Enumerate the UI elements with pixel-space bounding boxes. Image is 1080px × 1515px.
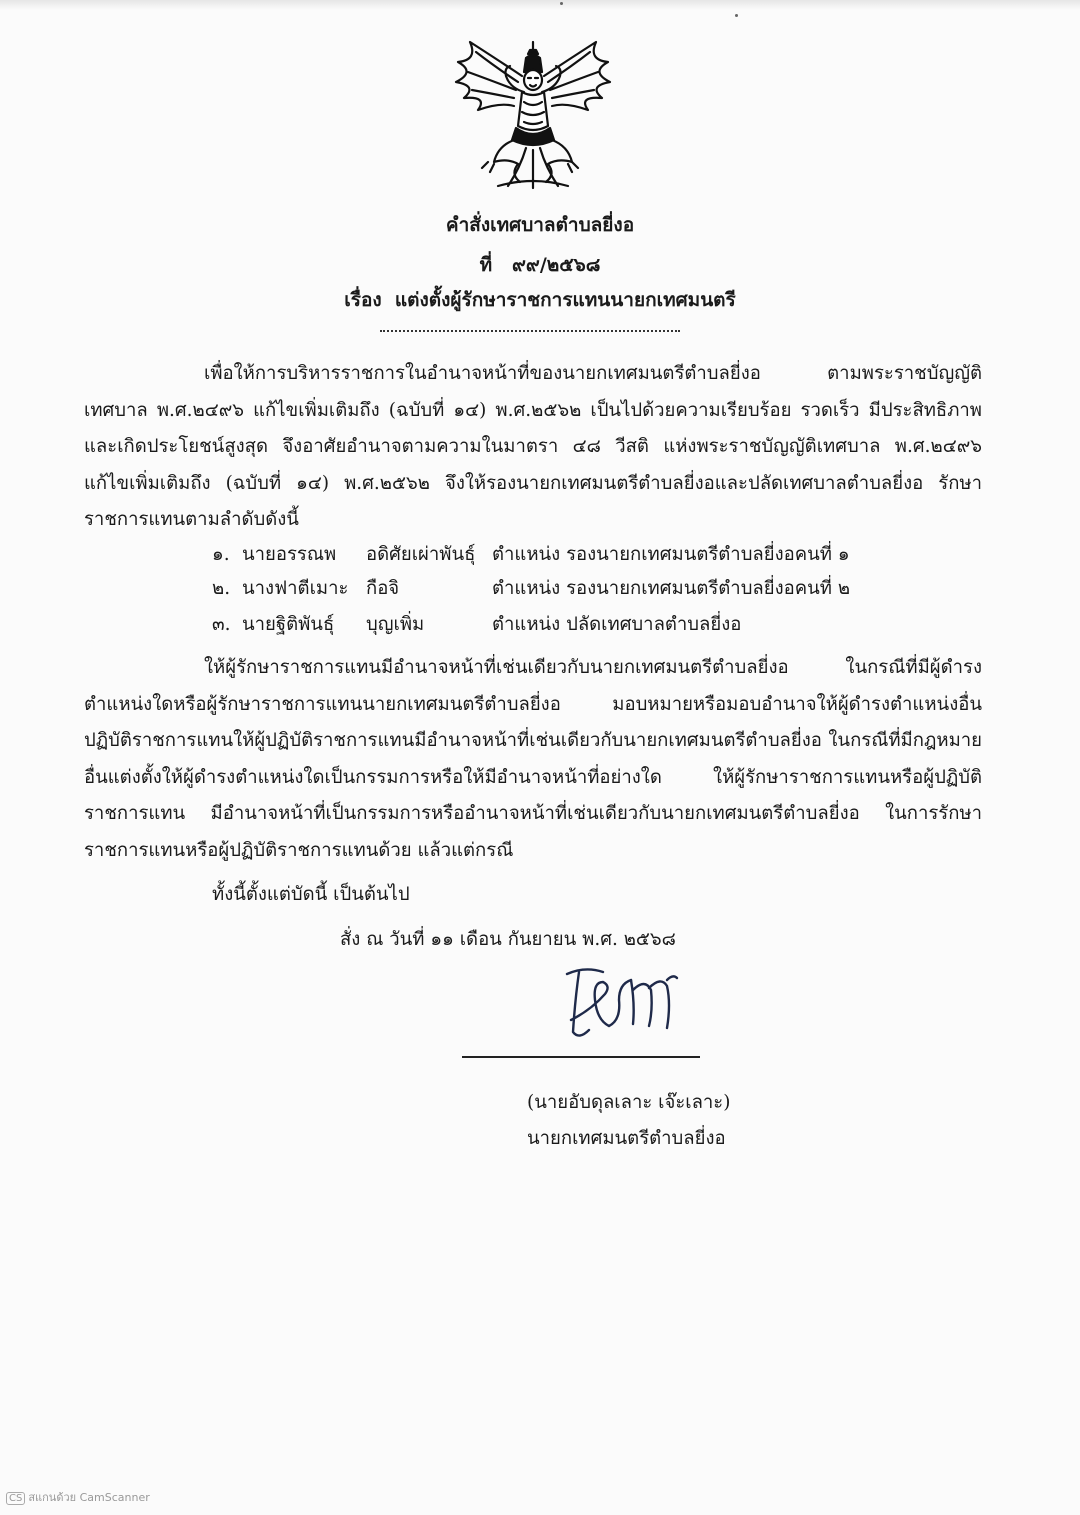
appointee-surname: อดิศัยเผ่าพันธุ์ [366, 544, 476, 565]
signer-title: นายกเทศมนตรีตำบลยี่งอ [527, 1128, 726, 1149]
appointee-position: ตำแหน่ง ปลัดเทศบาลตำบลยี่งอ [492, 614, 742, 635]
order-number-label: ที่ [479, 254, 493, 276]
scan-top-edge [0, 0, 1080, 10]
scanner-watermark [6, 1488, 150, 1506]
order-subject: แต่งตั้งผู้รักษาราชการแทนนายกเทศมนตรี [394, 289, 736, 311]
appointee-row [212, 610, 972, 640]
order-subject-line [0, 285, 1080, 315]
order-number-line [0, 250, 1080, 280]
handwritten-signature-icon [545, 960, 695, 1050]
dotted-separator [380, 316, 680, 332]
scanner-watermark-text: สแกนด้วย CamScanner [28, 1491, 150, 1504]
scan-speck [735, 14, 738, 17]
appointee-position: ตำแหน่ง รองนายกเทศมนตรีตำบลยี่งอคนที่ ๑ [492, 544, 850, 565]
appointee-row [212, 540, 972, 570]
order-title: คำสั่งเทศบาลตำบลยี่งอ [445, 214, 635, 236]
camscanner-logo-icon: CS [6, 1492, 25, 1505]
appointee-number: ๑. [212, 544, 230, 565]
appointee-surname: กือจิ [366, 578, 400, 599]
garuda-emblem-icon [448, 36, 618, 196]
appointee-row [212, 574, 972, 604]
appointee-number: ๒. [212, 578, 231, 599]
appointee-surname: บุญเพิ่ม [366, 614, 425, 635]
signed-date: สั่ง ณ วันที่ ๑๑ เดือน กันยายน พ.ศ. ๒๕๖๘ [340, 929, 676, 950]
signature-line [462, 1056, 700, 1058]
signer-name: (นายอับดุลเลาะ เจ๊ะเลาะ) [527, 1092, 731, 1113]
appointee-name: นายฐิติพันธุ์ [242, 614, 335, 635]
appointee-name: นายอรรณพ [242, 544, 337, 565]
order-number: ๙๙/๒๕๖๘ [511, 254, 601, 276]
body-paragraph-2: ให้ผู้รักษาราชการแทนมีอำนาจหน้าที่เช่นเดียวกับนายกเทศมนตรีตำบลยี่งอ ในกรณีที่มีผู้ดำรงตำแหน่งใดหรือผู้รักษาราชการแทนนายกเทศมนตรีตำบลยี่งอ มอบหมายหรือมอบอำนาจให้ผู้ดำรงตำแหน่งอื่นปฏิบัติราชการแทนให้ผู้ปฏิบัติราชการแทนมีอำนาจหน้าที่เช่นเดียวกับนายกเทศมนตรีตำบลยี่งอ ในกรณีที่มีกฎหมายอื่นแต่งตั้งให้ผู้ดำรงตำแหน่งใดเป็นกรรมการหรือให้มีอำนาจหน้าที่อย่างใด ให้ผู้รักษาราชการแทนหรือผู้ปฏิบัติราชการแทน มีอำนาจหน้าที่เป็นกรรมการหรืออำนาจหน้าที่เช่นเดียวกับนายกเทศมนตรีตำบลยี่งอ ในการรักษาราชการแทนหรือผู้ปฏิบัติราชการแทนด้วย แล้วแต่กรณี [84, 657, 982, 861]
appointee-name: นางฟาตีเมาะ [242, 578, 349, 599]
order-subject-label: เรื่อง [344, 289, 382, 311]
body-paragraph-1: เพื่อให้การบริหารราชการในอำนาจหน้าที่ของนายกเทศมนตรีตำบลยี่งอ ตามพระราชบัญญัติเทศบาล พ.ศ.๒๔๙๖ แก้ไขเพิ่มเติมถึง (ฉบับที่ ๑๔) พ.ศ.๒๕๖๒ เป็นไปด้วยความเรียบร้อย รวดเร็ว มีประสิทธิภาพและเกิดประโยชน์สูงสุด จึงอาศัยอำนาจตามความในมาตรา ๔๘ วีสติ แห่งพระราชบัญญัติเทศบาล พ.ศ.๒๔๙๖ แก้ไขเพิ่มเติมถึง (ฉบับที่ ๑๔) พ.ศ.๒๕๖๒ จึงให้รองนายกเทศมนตรีตำบลยี่งอและปลัดเทศบาลตำบลยี่งอ รักษาราชการแทนตามลำดับดังนี้ [84, 363, 982, 531]
scan-speck [560, 2, 563, 5]
effective-statement: ทั้งนี้ตั้งแต่บัดนี้ เป็นต้นไป [212, 884, 410, 905]
appointee-position: ตำแหน่ง รองนายกเทศมนตรีตำบลยี่งอคนที่ ๒ [492, 578, 851, 599]
appointee-number: ๓. [212, 614, 231, 635]
